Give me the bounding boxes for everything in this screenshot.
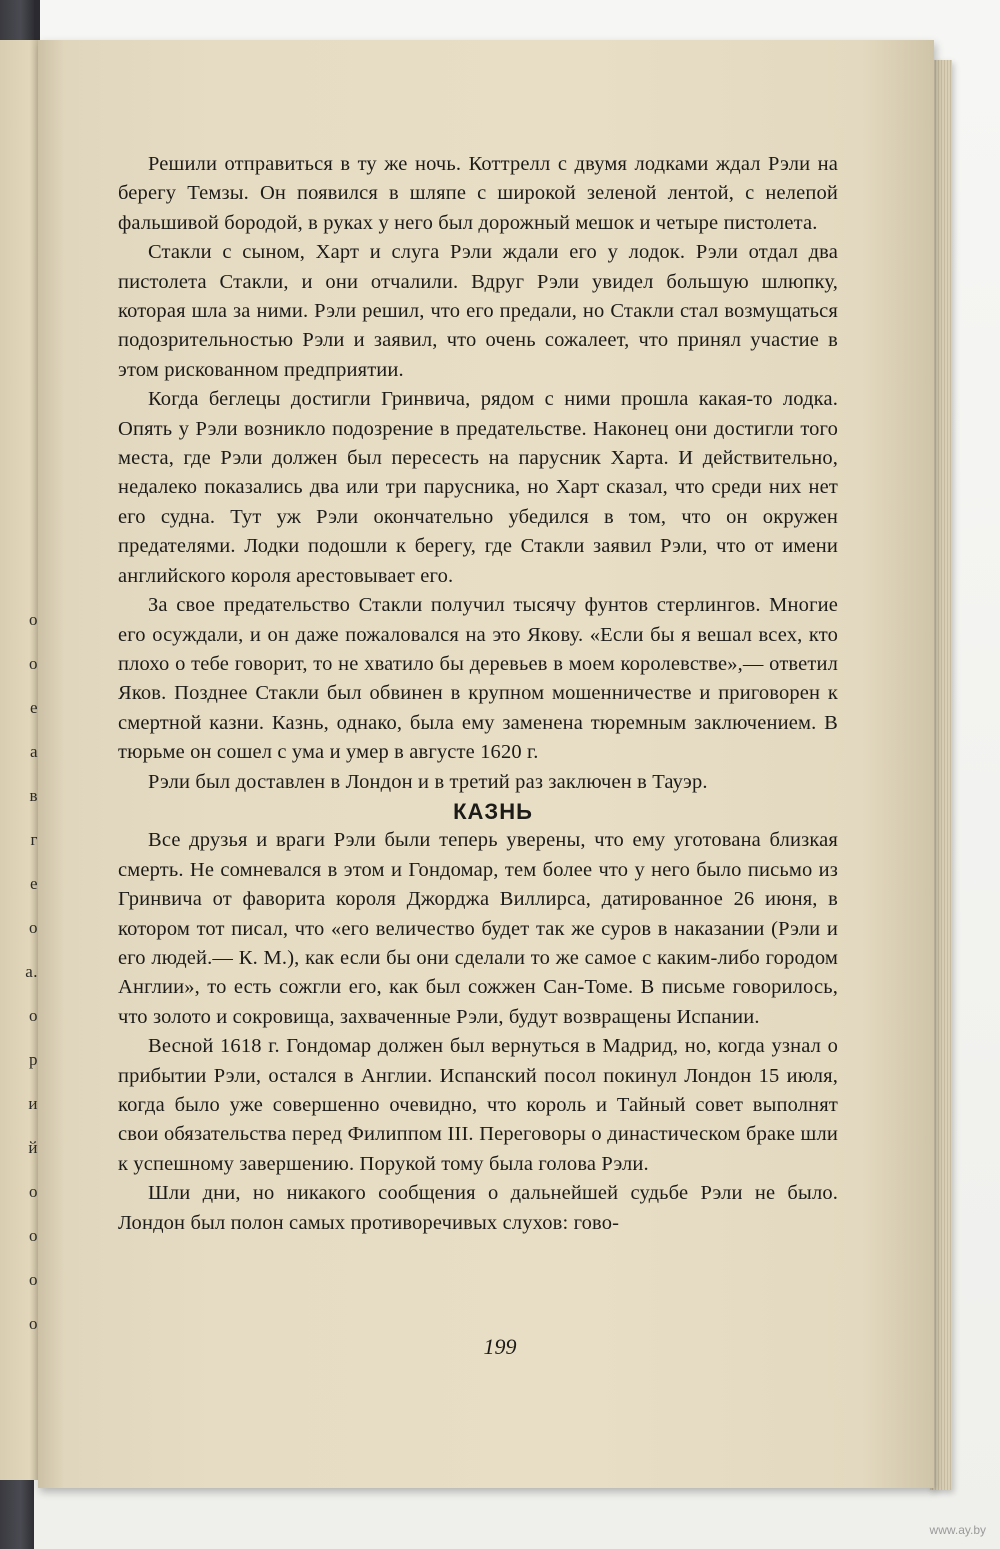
- text-block-2: [118, 826, 838, 1238]
- paragraph: Рэли был доставлен в Лондон и в третий раз заключен в Тауэр.: [148, 770, 708, 793]
- page-text: [118, 150, 838, 1238]
- previous-page-fragment: а.: [25, 962, 38, 981]
- watermark: www.ay.by: [929, 1523, 986, 1537]
- previous-page-fragment: о: [29, 1006, 38, 1025]
- previous-page-edge: [0, 40, 42, 1480]
- text-block-1: [118, 150, 838, 797]
- paragraph: Шли дни, но никакого сообщения о дальнейшей судьбе Рэли не было. Лондон был полон самых противоречивых слухов: гово-: [118, 1182, 838, 1234]
- previous-page-fragment: р: [29, 1050, 38, 1069]
- paragraph: Весной 1618 г. Гондомар должен был вернуться в Мадрид, но, когда узнал о прибытии Рэли, остался в Англии. Испанский посол покинул Лондон 15 июля, когда было уже совершенно очевидно, что король и Тайный совет выполнят свои обязательства перед Филиппом III. Переговоры о династическом браке шли к успешному завершению. Порукой тому была голова Рэли.: [118, 1035, 838, 1175]
- previous-page-fragment: о: [29, 1226, 38, 1245]
- previous-page-fragment: о: [29, 654, 38, 673]
- previous-page-fragment: й: [28, 1138, 38, 1157]
- paragraph: Все друзья и враги Рэли были теперь уверены, что ему уготована близкая смерть. Не сомневался в этом и Гондомар, тем более что у него было письмо из Гринвича от фаворита короля Джорджа Виллирса, датированное 26 июня, в котором тот писал, что «его величество будет так же суров в наказании (Рэли и его людей.— К. М.), как если бы они сделали то же самое с каким-либо городом Англии», то есть сожгли его, как был сожжен Сан-Томе. В письме говорилось, что золото и сокровища, захваченные Рэли, будут возвращены Испании.: [118, 829, 838, 1028]
- previous-page-fragment: в: [29, 786, 38, 805]
- paragraph: Стакли с сыном, Харт и слуга Рэли ждали его у лодок. Рэли отдал два пистолета Стакли, и они отчалили. Вдруг Рэли увидел большую шлюпку, которая шла за ними. Рэли решил, что его предали, но Стакли стал возмущаться подозрительностью Рэли и заявил, что очень сожалеет, что принял участие в этом рискованном предприятии.: [118, 241, 838, 381]
- previous-page-fragment: о: [29, 610, 38, 629]
- chapter-heading: КАЗНЬ: [453, 798, 533, 824]
- previous-page-fragment: г: [30, 830, 38, 849]
- previous-page-fragment: е: [29, 698, 38, 717]
- previous-page-fragment: о: [29, 918, 38, 937]
- previous-page-fragment: а: [29, 742, 38, 761]
- previous-page-fragment: и: [28, 1094, 38, 1113]
- previous-page-fragment: о: [29, 1182, 38, 1201]
- paragraph: За свое предательство Стакли получил тысячу фунтов стерлингов. Многие его осуждали, и он даже пожаловался на это Якову. «Если бы я вешал всех, кто плохо о тебе говорит, то не хватило бы деревьев в моем королевстве»,— ответил Яков. Позднее Стакли был обвинен в крупном мошенничестве и приговорен к смертной казни. Казнь, однако, была ему заменена тюремным заключением. В тюрьме он сошел с ума и умер в августе 1620 г.: [118, 594, 838, 764]
- previous-page-fragment: о: [29, 1314, 38, 1333]
- page-number: 199: [483, 1334, 517, 1359]
- previous-page-fragment: е: [29, 874, 38, 893]
- paragraph: Когда беглецы достигли Гринвича, рядом с ними прошла какая-то лодка. Опять у Рэли возникло подозрение в предательстве. Наконец они достигли того места, где Рэли должен был пересесть на парусник Харта. И действительно, недалеко показались два или три парусника, но Харт сказал, что среди них нет его судна. Тут уж Рэли окончательно убедился в том, что он окружен предателями. Лодки подошли к берегу, где Стакли заявил Рэли, что от имени английского короля арестовывает его.: [118, 388, 838, 587]
- previous-page-fragment: о: [29, 1270, 38, 1289]
- paragraph: Решили отправиться в ту же ночь. Коттрелл с двумя лодками ждал Рэли на берегу Темзы. Он появился в шляпе с широкой зеленой лентой, с нелепой фальшивой бородой, в руках у него был дорожный мешок и четыре пистолета.: [118, 153, 838, 234]
